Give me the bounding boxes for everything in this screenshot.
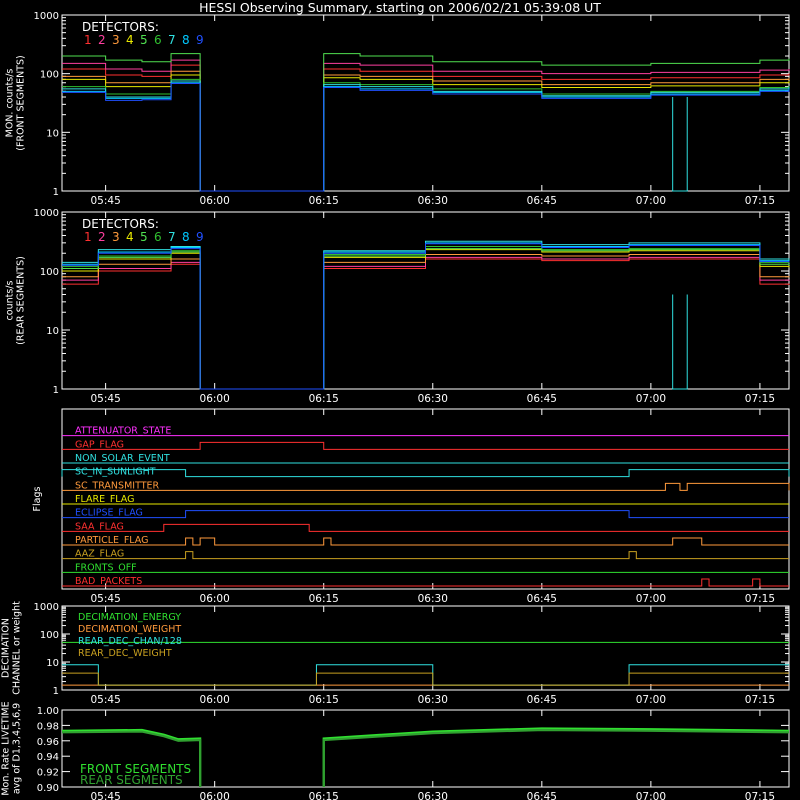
flags-panel-xtick-label: 05:45 <box>90 593 121 605</box>
front-panel-series-9 <box>62 83 789 191</box>
livetime-panel-xtick-label: 07:00 <box>635 791 667 800</box>
decimation-panel-ylabel: DECIMATIONCHANNEL or weight <box>0 601 23 695</box>
flag-line-bad_packets <box>62 579 789 586</box>
rear-panel-legend-item: 9 <box>196 230 204 244</box>
decimation-panel-xtick-label: 07:00 <box>635 694 667 706</box>
rear-panel-xtick-label: 05:45 <box>90 393 121 405</box>
rear-panel-series-3 <box>62 255 789 389</box>
livetime-panel-xtick-label: 06:00 <box>199 791 230 800</box>
flag-label: NON_SOLAR_EVENT <box>75 453 170 464</box>
front-panel-xtick-label: 07:00 <box>635 195 667 207</box>
decimation-panel-xtick-label: 06:00 <box>199 694 230 706</box>
decimation-panel-xtick-label: 06:45 <box>526 694 557 706</box>
front-panel-legend-item: 3 <box>112 33 120 47</box>
rear-panel-ylabel: counts/s(REAR SEGMENTS) <box>4 256 27 345</box>
flag-label: SC_IN_SUNLIGHT <box>75 466 156 478</box>
livetime-panel-ytick-label: 0.92 <box>36 767 59 779</box>
front-panel-xtick-label: 06:45 <box>526 195 557 207</box>
front-panel-legend-item: 5 <box>140 33 148 47</box>
front-panel-legend-item: 9 <box>196 33 204 47</box>
rear-panel-legend-item: 4 <box>126 230 134 244</box>
decimation-panel-legend-item: DECIMATION_ENERGY <box>78 612 182 623</box>
front-panel-dropout <box>673 97 688 191</box>
livetime-panel-ylabel: Mon. Rate LIVETIMEavg of D1,3,4,5,6,9 <box>0 701 23 796</box>
flag-label: SC_TRANSMITTER <box>75 480 160 492</box>
flag-label: GAP_FLAG <box>75 439 125 451</box>
livetime-panel-xtick-label: 05:45 <box>90 791 121 800</box>
rear-panel-xtick-label: 07:00 <box>635 393 667 405</box>
livetime-panel-ytick-label: 0.90 <box>36 783 59 794</box>
flag-line-sc_transmitter <box>62 483 789 490</box>
rear-panel-legend-item: 3 <box>112 230 120 244</box>
flag-line-sc_in_sunlight <box>62 470 789 477</box>
rear-panel-xtick-label: 06:30 <box>417 393 448 405</box>
flags-panel-ylabel: Flags <box>32 486 43 512</box>
rear-panel-legend-item: 5 <box>140 230 148 244</box>
front-panel-legend-item: 2 <box>98 33 106 47</box>
livetime-panel-xtick-label: 06:45 <box>526 791 557 800</box>
front-panel-xtick-label: 06:15 <box>308 195 339 207</box>
livetime-panel-ytick-label: 0.98 <box>36 721 59 733</box>
flags-panel-xtick-label: 06:00 <box>199 593 230 605</box>
chart-title: HESSI Observing Summary, starting on 2006/02/21 05:39:08 UT <box>199 0 601 15</box>
front-panel-xtick-label: 06:00 <box>199 195 230 207</box>
rear-panel-ytick-label: 1 <box>52 385 59 396</box>
rear-panel-xtick-label: 07:15 <box>744 393 776 405</box>
flag-label: BAD_PACKETS <box>75 576 143 587</box>
livetime-panel-ytick-label: 1.00 <box>36 706 59 717</box>
rear-panel-legend-title: DETECTORS: <box>82 217 159 231</box>
front-panel-legend-item: 6 <box>154 33 162 47</box>
livetime-panel-ytick-label: 0.96 <box>36 736 59 748</box>
flag-line-eclipse_flag <box>62 511 789 518</box>
front-panel-ytick-label: 10 <box>46 128 59 140</box>
flag-label: PARTICLE_FLAG <box>75 535 149 546</box>
front-panel-ytick-label: 1000 <box>33 11 59 22</box>
front-panel-legend-item: 7 <box>168 33 176 47</box>
decimation-panel-legend-item: REAR_DEC_WEIGHT <box>78 648 172 659</box>
decimation-panel-xtick-label: 07:15 <box>744 694 776 706</box>
flag-label: SAA_FLAG <box>75 521 124 533</box>
rear-panel-ytick-label: 1000 <box>33 208 59 219</box>
livetime-panel-legend-item: REAR SEGMENTS <box>80 773 183 787</box>
rear-panel-ytick-label: 100 <box>39 267 59 278</box>
front-panel-legend-item: 8 <box>182 33 190 47</box>
flag-label: FRONTS_OFF <box>75 562 137 574</box>
rear-panel-ytick-label: 10 <box>46 326 59 337</box>
decimation-panel-series <box>62 665 789 685</box>
flag-label: ECLIPSE_FLAG <box>75 507 143 519</box>
front-panel-legend-title: DETECTORS: <box>82 20 159 34</box>
rear-panel-series-1 <box>62 259 789 389</box>
rear-panel-legend-item: 6 <box>154 230 162 244</box>
front-panel-xtick-label: 07:15 <box>744 195 776 207</box>
livetime-panel-xtick-label: 07:15 <box>744 791 776 800</box>
front-panel-xtick-label: 05:45 <box>90 195 121 207</box>
decimation-panel-series <box>62 673 789 685</box>
rear-panel-legend-item: 1 <box>84 230 92 244</box>
front-panel-ytick-label: 1 <box>52 187 59 198</box>
rear-panel-legend-item: 2 <box>98 230 106 244</box>
decimation-panel-ytick-label: 1 <box>52 686 59 697</box>
rear-panel-xtick-label: 06:45 <box>526 393 557 405</box>
decimation-panel-xtick-label: 06:15 <box>308 694 339 706</box>
flag-line-gap_flag <box>62 442 789 449</box>
decimation-panel-ytick-label: 1000 <box>33 602 59 613</box>
flag-label: ATTENUATOR_STATE <box>75 425 172 437</box>
livetime-panel-xtick-label: 06:30 <box>417 791 448 800</box>
flag-line-particle_flag <box>62 538 789 545</box>
decimation-panel-ytick-label: 100 <box>39 630 59 641</box>
front-panel-ytick-label: 100 <box>39 69 59 81</box>
flag-line-saa_flag <box>62 524 789 531</box>
livetime-panel-ytick-label: 0.94 <box>36 752 59 764</box>
flags-panel-xtick-label: 06:15 <box>308 593 339 605</box>
rear-panel-legend-item: 8 <box>182 230 190 244</box>
flag-line-aaz_flag <box>62 552 789 559</box>
front-panel-legend-item: 1 <box>84 33 92 47</box>
flags-panel-xtick-label: 06:30 <box>417 593 448 605</box>
livetime-panel-xtick-label: 06:15 <box>308 791 339 800</box>
livetime-panel-legend-item: FRONT SEGMENTS <box>80 762 192 776</box>
decimation-panel-legend-item: DECIMATION_WEIGHT <box>78 624 182 635</box>
flags-panel-xtick-label: 06:45 <box>526 593 557 605</box>
flag-label: AAZ_FLAG <box>75 548 125 560</box>
rear-panel-series-2 <box>62 257 789 389</box>
front-panel-ylabel: MON. counts/s(FRONT SEGMENTS) <box>4 55 27 151</box>
rear-panel-xtick-label: 06:15 <box>308 393 339 405</box>
rear-panel-xtick-label: 06:00 <box>199 393 230 405</box>
decimation-panel-xtick-label: 05:45 <box>90 694 121 706</box>
front-panel-legend-item: 4 <box>126 33 134 47</box>
rear-panel-dropout <box>673 294 688 389</box>
decimation-panel-legend-item: REAR_DEC_CHAN/128 <box>78 636 182 647</box>
decimation-panel-ytick-label: 10 <box>46 658 59 669</box>
front-panel-xtick-label: 06:30 <box>417 195 448 207</box>
decimation-panel-xtick-label: 06:30 <box>417 694 448 706</box>
flag-label: FLARE_FLAG <box>75 494 135 505</box>
flags-panel-xtick-label: 07:15 <box>744 593 776 605</box>
rear-panel-legend-item: 7 <box>168 230 176 244</box>
flags-panel-xtick-label: 07:00 <box>635 593 667 605</box>
